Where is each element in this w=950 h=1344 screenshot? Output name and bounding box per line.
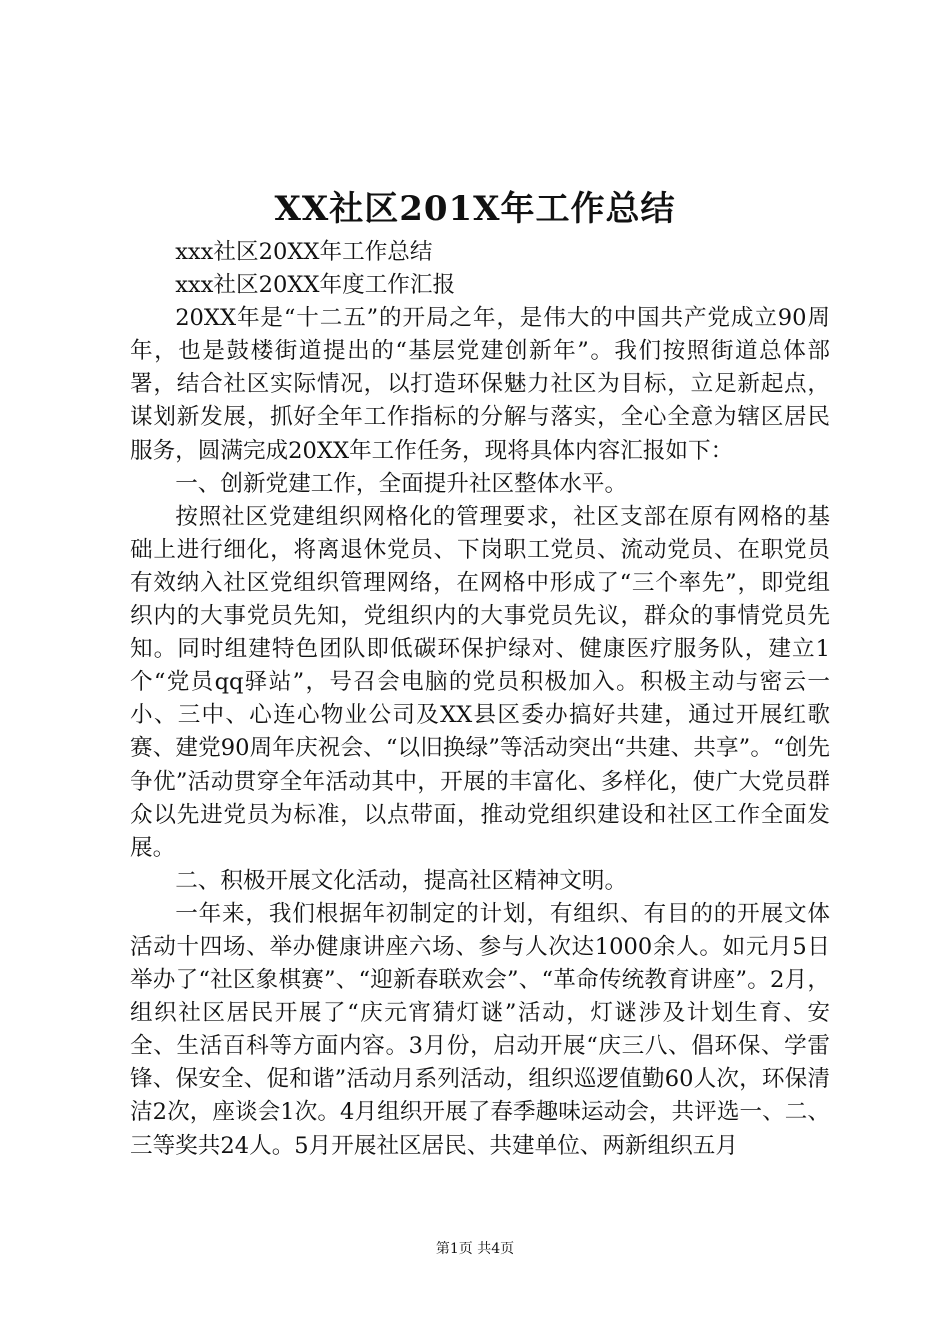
intro-paragraph: 20XX年是“十二五”的开局之年，是伟大的中国共产党成立90周年，也是鼓楼街道提出的“基层党建创新年”。我们按照街道总体部署，结合社区实际情况，以打造环保魅力社区为目标，立足新起点，谋划新发展，抓好全年工作指标的分解与落实，全心全意为辖区居民服务，圆满完成20XX年工作任务，现将具体内容汇报如下： [130, 305, 830, 464]
section-heading-2: 二、积极开展文化活动，提高社区精神文明。 [175, 867, 628, 894]
document-title: XX社区201X年工作总结 [274, 189, 676, 229]
section-2-paragraph: 一年来，我们根据年初制定的计划，有组织、有目的的开展文体活动十四场、举办健康讲座六场、参与人次达1000余人。如元月5日举办了“社区象棋赛”、“迎新春联欢会”、“革命传统教育讲座”。2月，组织社区居民开展了“庆元宵猜灯谜”活动，灯谜涉及计划生育、安全、生活百科等方面内容。3月份，启动开展“庆三八、倡环保、学雷锋、保安全、促和谐”活动月系列活动，组织巡逻值勤60人次，环保清洁2次，座谈会1次。4月组织开展了春季趣味运动会，共评选一、二、三等奖共24人。5月开展社区居民、共建单位、两新组织五月 [130, 900, 830, 1159]
page-number: 第1页 共4页 [435, 1241, 515, 1257]
subtitle-summary: xxx社区20XX年工作总结 [175, 239, 433, 265]
section-1-paragraph: 按照社区党建组织网格化的管理要求，社区支部在原有网格的基础上进行细化，将离退休党员、下岗职工党员、流动党员、在职党员有效纳入社区党组织管理网络，在网格中形成了“三个率先”，即党组织内的大事党员先知，党组织内的大事党员先议，群众的事情党员先知。同时组建特色团队即低碳环保护绿对、健康医疗服务队，建立1个“党员qq驿站”，号召会电脑的党员积极加入。积极主动与密云一小、三中、心连心物业公司及XX县区委办搞好共建，通过开展红歌赛、建党90周年庆祝会、“以旧换绿”等活动突出“共建、共享”。“创先争优”活动贯穿全年活动其中，开展的丰富化、多样化，使广大党员群众以先进党员为标准，以点带面，推动党组织建设和社区工作全面发展。 [130, 503, 830, 861]
subtitle-report: xxx社区20XX年度工作汇报 [175, 272, 456, 299]
document-body [130, 236, 830, 1163]
section-heading-1: 一、创新党建工作，全面提升社区整体水平。 [175, 470, 628, 497]
